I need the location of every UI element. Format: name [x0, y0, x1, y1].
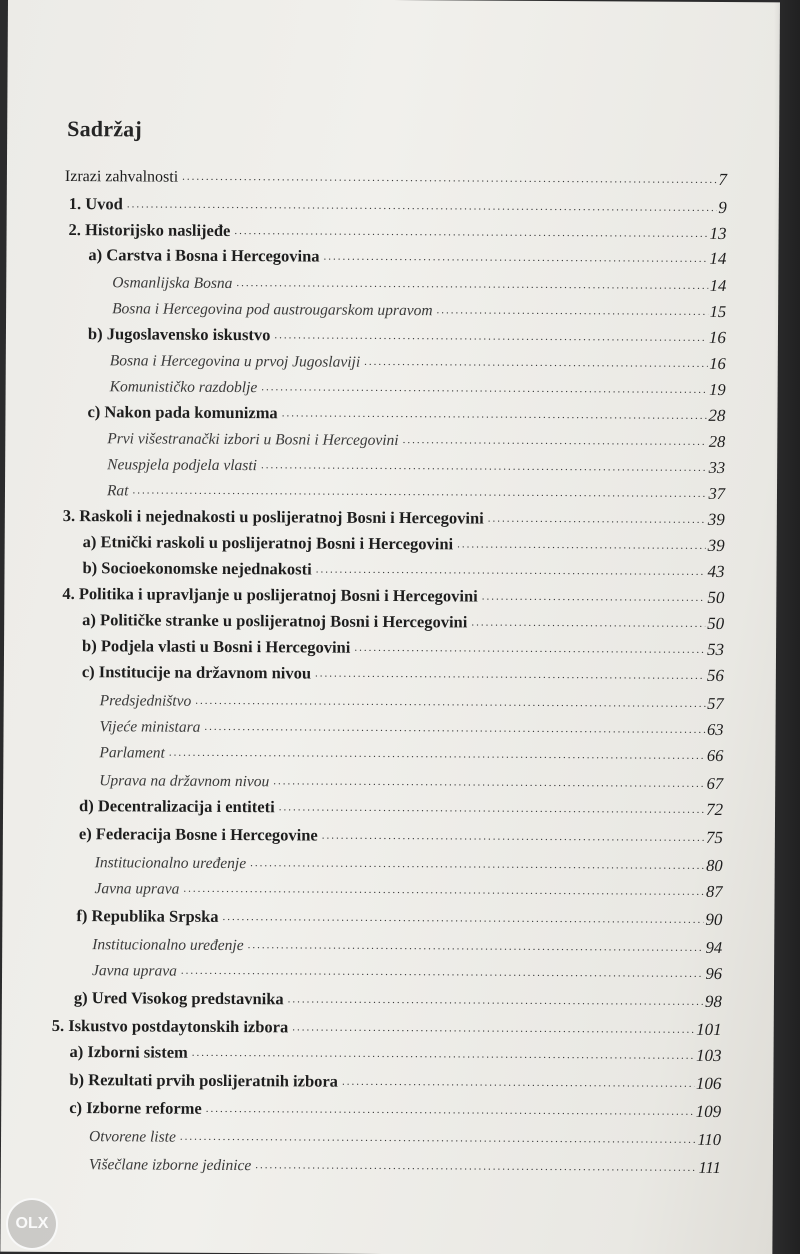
toc-entry	[88, 241, 726, 269]
toc-entry-text: Predsjedništvo	[99, 692, 192, 710]
toc-entry	[95, 848, 723, 876]
toc-entry	[89, 1122, 721, 1150]
toc-entry	[99, 738, 723, 766]
toc-entry-page: 110	[697, 1129, 722, 1150]
toc-entry-page: 103	[696, 1045, 722, 1066]
toc-entry	[79, 792, 723, 820]
toc-entry	[112, 268, 726, 296]
toc-entry	[82, 658, 724, 686]
toc-entry	[112, 294, 726, 322]
toc-entry	[70, 1038, 722, 1066]
toc-entry-text: 3. Raskoli i nejednakosti u poslijeratnoj Bosni i Hercegovini	[62, 505, 484, 528]
toc-entry	[82, 606, 724, 634]
toc-entry	[62, 580, 724, 608]
toc-entry-text: g) Ured Visokog predstavnika	[73, 988, 284, 1009]
toc-entry	[69, 216, 727, 244]
toc-entry-page: 87	[706, 881, 723, 902]
toc-entry	[65, 162, 727, 190]
toc-entry	[79, 820, 723, 848]
leader-dots	[274, 329, 707, 344]
toc-entry	[99, 766, 723, 794]
toc-entry-page: 28	[708, 405, 726, 426]
toc-entry-page: 94	[705, 937, 723, 958]
toc-entry	[82, 554, 724, 582]
leader-dots	[403, 434, 707, 448]
toc-entry	[110, 346, 726, 374]
toc-entry	[69, 190, 727, 218]
leader-dots	[250, 857, 704, 872]
leader-dots	[255, 1159, 696, 1174]
leader-dots	[315, 668, 705, 682]
toc-entry-page: 16	[709, 353, 726, 374]
leader-dots	[471, 616, 705, 629]
toc-entry-page: 66	[706, 745, 724, 766]
leader-dots	[261, 381, 707, 396]
toc-entry-text: Izrazi zahvalnosti	[64, 167, 179, 186]
toc-entry	[99, 712, 723, 740]
toc-entry-page: 72	[706, 799, 724, 820]
toc-entry-text: Institucionalno uređenje	[94, 854, 247, 873]
toc-entry-page: 80	[706, 855, 723, 876]
leader-dots	[342, 1076, 694, 1090]
leader-dots	[488, 513, 706, 526]
leader-dots	[204, 721, 705, 736]
toc-entry-page: 37	[708, 483, 726, 504]
leader-dots	[181, 965, 704, 980]
toc-entry-text: a) Političke stranke u poslijeratnoj Bosni i Hercegovini	[82, 610, 468, 632]
leader-dots	[292, 1021, 694, 1035]
toc-entry-text: Višečlane izborne jedinice	[88, 1156, 252, 1175]
toc-entry-text: Uprava na državnom nivou	[99, 772, 270, 791]
toc-entry-text: c) Institucije na državnom nivou	[81, 662, 312, 683]
toc-entry	[74, 984, 722, 1012]
toc-entry-text: Javna uprava	[94, 880, 180, 898]
toc-entry-page: 90	[705, 909, 723, 930]
toc-entry	[92, 956, 722, 984]
toc-entry-text: Parlament	[99, 744, 165, 762]
leader-dots	[354, 642, 705, 656]
leader-dots	[234, 225, 707, 240]
toc-entry-page: 16	[708, 327, 727, 348]
leader-dots	[183, 883, 704, 898]
toc-entry-text: b) Podjela vlasti u Bosni i Hercegovini	[81, 636, 351, 657]
toc-entry-page: 63	[706, 719, 724, 740]
toc-entry	[52, 1012, 722, 1040]
leader-dots	[273, 775, 705, 790]
toc-entry-page: 53	[706, 639, 725, 660]
toc-entry	[107, 450, 725, 478]
toc-entry-page: 101	[696, 1019, 722, 1040]
toc-entry-page: 75	[705, 827, 723, 848]
page-title: Sadržaj	[67, 116, 143, 142]
toc-entry-text: e) Federacija Bosne i Hercegovine	[78, 824, 318, 845]
toc-entry	[88, 320, 726, 348]
toc-entry-text: c) Izborne reforme	[69, 1098, 202, 1118]
toc-entry	[76, 902, 722, 930]
toc-entry-page: 50	[707, 613, 725, 634]
leader-dots	[182, 171, 716, 186]
toc-entry-page: 28	[708, 431, 726, 452]
leader-dots	[316, 564, 706, 578]
toc-entry	[95, 874, 723, 902]
leader-dots	[288, 993, 703, 1008]
toc-entry	[107, 424, 725, 452]
leader-dots	[482, 591, 706, 604]
leader-dots	[127, 198, 716, 214]
toc-entry-page: 9	[718, 197, 727, 218]
toc-entry-page: 57	[707, 693, 724, 714]
leader-dots	[279, 801, 704, 816]
toc-entry-page: 39	[707, 509, 725, 530]
toc-entry-page: 109	[695, 1101, 722, 1122]
leader-dots	[169, 747, 705, 762]
leader-dots	[180, 1131, 696, 1146]
toc-entry-text: Bosna i Hercegovina u prvoj Jugoslaviji	[109, 352, 361, 371]
toc-entry-page: 14	[709, 248, 727, 269]
toc-entry	[82, 632, 724, 660]
leader-dots	[437, 304, 708, 318]
toc-entry	[69, 1094, 721, 1122]
toc-entry-page: 96	[705, 963, 723, 984]
toc-entry	[89, 1150, 721, 1178]
leader-dots	[322, 830, 704, 844]
leader-dots	[206, 1103, 694, 1118]
toc-entry	[107, 476, 725, 504]
toc-entry-text: Rat	[106, 482, 129, 500]
olx-watermark: OLX	[6, 1198, 58, 1250]
leader-dots	[261, 459, 707, 474]
toc-entry-page: 56	[706, 665, 724, 686]
page-edge-shadow	[774, 0, 800, 1254]
toc-entry	[83, 528, 725, 556]
toc-entry-page: 111	[698, 1157, 721, 1178]
toc-entry	[92, 930, 722, 958]
toc-entry	[87, 398, 725, 426]
leader-dots	[324, 251, 708, 265]
toc-entry-text: a) Izborni sistem	[69, 1042, 188, 1062]
toc-entry-page: 7	[718, 169, 727, 190]
toc-entry-text: Institucionalno uređenje	[92, 936, 244, 955]
toc-entry-text: f) Republika Srpska	[76, 906, 219, 926]
toc-entry-page: 39	[707, 535, 725, 556]
toc-entry-page: 106	[695, 1073, 722, 1094]
leader-dots	[282, 407, 707, 422]
toc-entry-text: b) Rezultati prvih poslijeratnih izbora	[69, 1070, 339, 1091]
toc-entry-page: 67	[706, 773, 724, 794]
leader-dots	[364, 356, 707, 370]
toc-entry-page: 43	[707, 561, 725, 582]
toc-entry-text: a) Etnički raskoli u poslijeratnoj Bosni i Hercegovini	[82, 532, 454, 554]
toc-entry-page: 50	[707, 587, 725, 608]
toc-entry-text: Javna uprava	[92, 962, 177, 980]
toc-entry-text: 5. Iskustvo postdaytonskih izbora	[51, 1015, 289, 1037]
toc-entry-text: b) Jugoslavensko iskustvo	[87, 324, 271, 345]
toc-entry-text: b) Socioekonomske nejednakosti	[82, 558, 312, 579]
toc-entry-page: 14	[709, 275, 727, 296]
toc-entry-text: d) Decentralizacija i entiteti	[79, 796, 275, 817]
leader-dots	[195, 695, 705, 710]
toc-entry-text: Osmanlijska Bosna	[112, 274, 233, 293]
toc-entry	[110, 372, 726, 400]
leader-dots	[236, 277, 707, 292]
leader-dots	[132, 484, 706, 500]
toc-entry	[63, 502, 725, 530]
toc-entry-text: 1. Uvod	[68, 194, 123, 214]
toc-entry	[69, 1066, 721, 1094]
toc-entry-text: 2. Historijsko naslijeđe	[68, 220, 231, 241]
toc-entry-page: 13	[709, 223, 727, 244]
toc-entry-text: Vijeće ministara	[99, 718, 201, 736]
toc-entry-text: Otvorene liste	[88, 1128, 176, 1146]
leader-dots	[222, 911, 703, 926]
toc-entry-text: c) Nakon pada komunizma	[87, 402, 278, 423]
toc-entry-page: 33	[708, 457, 726, 478]
toc-entry	[100, 686, 724, 714]
toc-entry-text: a) Carstva i Bosna i Hercegovina	[88, 245, 320, 266]
toc-entry-text: Neuspjela podjela vlasti	[107, 456, 258, 475]
toc-entry-page: 19	[709, 379, 726, 400]
toc-entry-text: Prvi višestranački izbori u Bosni i Hercegovini	[107, 430, 399, 450]
toc-entry-page: 98	[704, 991, 722, 1012]
leader-dots	[248, 939, 704, 954]
toc-entry-text: Komunističko razdoblje	[109, 378, 258, 397]
leader-dots	[457, 538, 706, 552]
toc-entry-text: Bosna i Hercegovina pod austrougarskom upravom	[112, 300, 433, 320]
toc-entry-text: 4. Politika i upravljanje u poslijeratnoj Bosni i Hercegovini	[62, 583, 478, 606]
toc-entry-page: 15	[709, 301, 727, 322]
leader-dots	[192, 1047, 694, 1062]
